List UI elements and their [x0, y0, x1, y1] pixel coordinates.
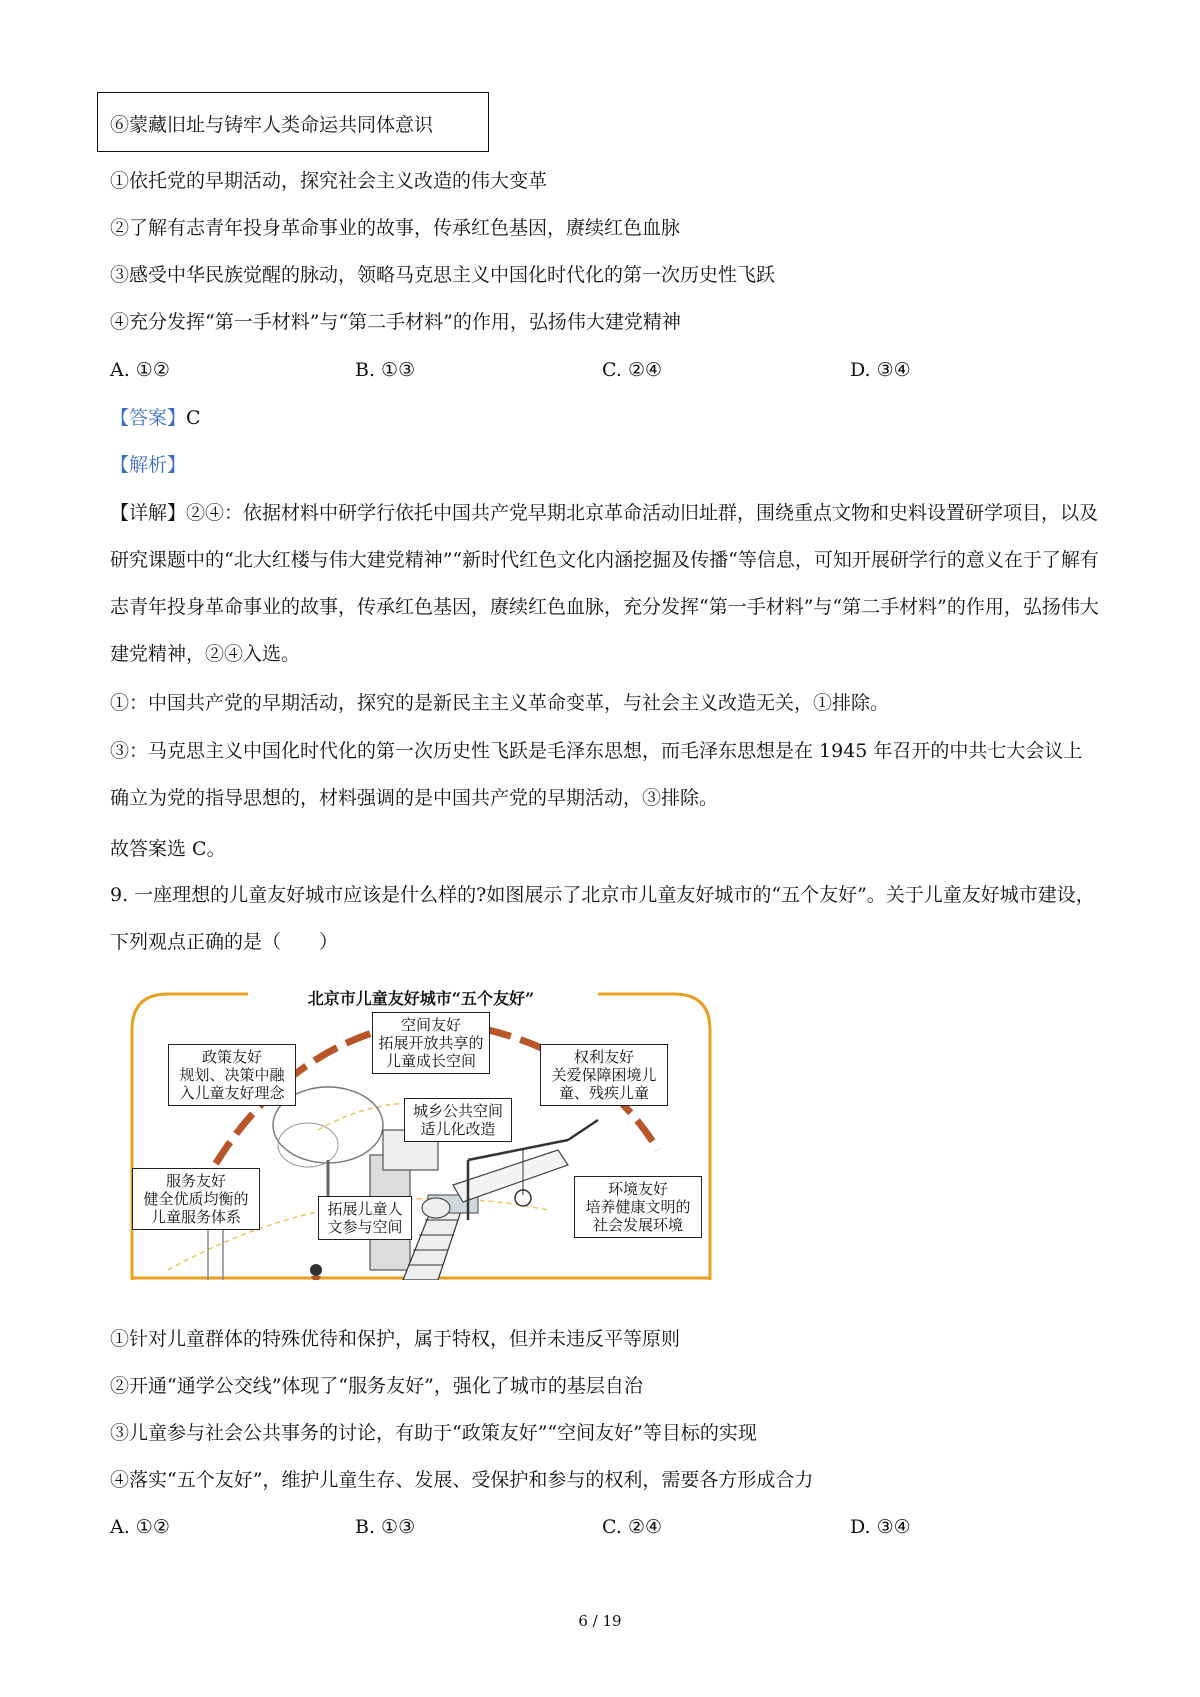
q8-item-1: ①依托党的早期活动，探究社会主义改造的伟大变革 [110, 170, 548, 192]
q9-option-a: A. ①② [110, 1516, 170, 1538]
q8-option-c: C. ②④ [602, 359, 663, 381]
space-friendly-line1: 拓展开放共享的 [378, 1034, 484, 1052]
public-space-line1: 城乡公共空间 [412, 1102, 503, 1120]
option-six-text: ⑥蒙藏旧址与铸牢人类命运共同体意识 [110, 114, 434, 136]
q9-option-b: B. ①③ [355, 1516, 416, 1538]
public-space-box [404, 1098, 512, 1142]
rights-friendly-title: 权利友好 [573, 1048, 634, 1066]
q9-item-4: ④落实“五个友好”，维护儿童生存、发展、受保护和参与的权利，需要各方形成合力 [110, 1469, 814, 1491]
analysis-tag: 【解析】 [110, 454, 187, 476]
q8-item-2: ②了解有志青年投身革命事业的故事，传承红色基因，赓续红色血脉 [110, 217, 681, 239]
environment-friendly-line1: 培养健康文明的 [585, 1198, 691, 1216]
policy-friendly-line1: 规划、决策中融 [179, 1066, 285, 1084]
exclude-three: ③：马克思主义中国化时代化的第一次历史性飞跃是毛泽东思想，而毛泽东思想是在 1945 年召开的中共七大会议上确立为党的指导思想的，材料强调的是中国共产党的早期活动，③排除。 [110, 740, 1083, 809]
figure-title: 北京市儿童友好城市“五个友好” [294, 989, 548, 1008]
exclude-one: ①：中国共产党的早期活动，探究的是新民主主义革命变革，与社会主义改造无关，①排除。 [110, 692, 890, 714]
service-friendly-line2: 儿童服务体系 [150, 1208, 241, 1226]
space-friendly-box [372, 1012, 490, 1074]
answer-line [110, 405, 201, 431]
space-friendly-title: 空间友好 [400, 1016, 461, 1034]
q9-item-2: ②开通“通学公交线”体现了“服务友好”，强化了城市的基层自治 [110, 1375, 643, 1397]
policy-friendly-title: 政策友好 [201, 1048, 262, 1066]
page-number: 6 / 19 [578, 1612, 622, 1630]
q9-item-1: ①针对儿童群体的特殊优待和保护，属于特权，但并未违反平等原则 [110, 1328, 681, 1350]
q8-item-3: ③感受中华民族觉醒的脉动，领略马克思主义中国化时代化的第一次历史性飞跃 [110, 264, 776, 286]
culture-space-line2: 文参与空间 [327, 1218, 403, 1236]
service-friendly-box [132, 1168, 260, 1230]
environment-friendly-title: 环境友好 [607, 1180, 668, 1198]
environment-friendly-line2: 社会发展环境 [592, 1216, 683, 1234]
environment-friendly-box [574, 1176, 702, 1238]
culture-space-box [318, 1196, 412, 1240]
detail-paragraph: 【详解】②④：依据材料中研学行依托中国共产党早期北京革命活动旧址群，围绕重点文物和史料设置研学项目，以及研究课题中的“北大红楼与伟大建党精神”“新时代红色文化内涵挖掘及传播“等信息，可知开展研学行的意义在于了解有志青年投身革命事业的故事，传承红色基因，赓续红色血脉，充分发挥“第一手材料”与“第二手材料”的作用，弘扬伟大建党精神，②④入选。 [110, 502, 1099, 665]
q9-option-d: D. ③④ [850, 1516, 911, 1538]
policy-friendly-line2: 入儿童友好理念 [179, 1084, 285, 1102]
rights-friendly-line1: 关爱保障困境儿 [551, 1066, 657, 1084]
q8-option-a: A. ①② [110, 359, 170, 381]
q8-option-b: B. ①③ [355, 359, 416, 381]
policy-friendly-box [168, 1044, 296, 1106]
public-space-line2: 适儿化改造 [420, 1120, 496, 1138]
five-friendly-figure [128, 980, 714, 1280]
q8-item-4: ④充分发挥“第一手材料”与“第二手材料”的作用，弘扬伟大建党精神 [110, 311, 681, 333]
rights-friendly-line2: 童、残疾儿童 [558, 1084, 649, 1102]
answer-tag: 【答案】 [110, 407, 187, 429]
service-friendly-line1: 健全优质均衡的 [143, 1190, 249, 1208]
q9-option-c: C. ②④ [602, 1516, 663, 1538]
space-friendly-line2: 儿童成长空间 [385, 1052, 476, 1070]
answer-value: C [186, 407, 201, 429]
service-friendly-title: 服务友好 [165, 1172, 226, 1190]
conclusion: 故答案选 C。 [110, 838, 226, 860]
figure-title-wrap [128, 986, 714, 1009]
culture-space-line1: 拓展儿童人 [327, 1200, 403, 1218]
q8-option-d: D. ③④ [850, 359, 911, 381]
q9-stem: 9. 一座理想的儿童友好城市应该是什么样的?如图展示了北京市儿童友好城市的“五个友好”。关于儿童友好城市建设，下列观点正确的是（ ） [110, 884, 1095, 953]
option-six-box [97, 92, 489, 152]
q9-item-3: ③儿童参与社会公共事务的讨论，有助于“政策友好”“空间友好”等目标的实现 [110, 1422, 757, 1444]
rights-friendly-box [540, 1044, 668, 1106]
